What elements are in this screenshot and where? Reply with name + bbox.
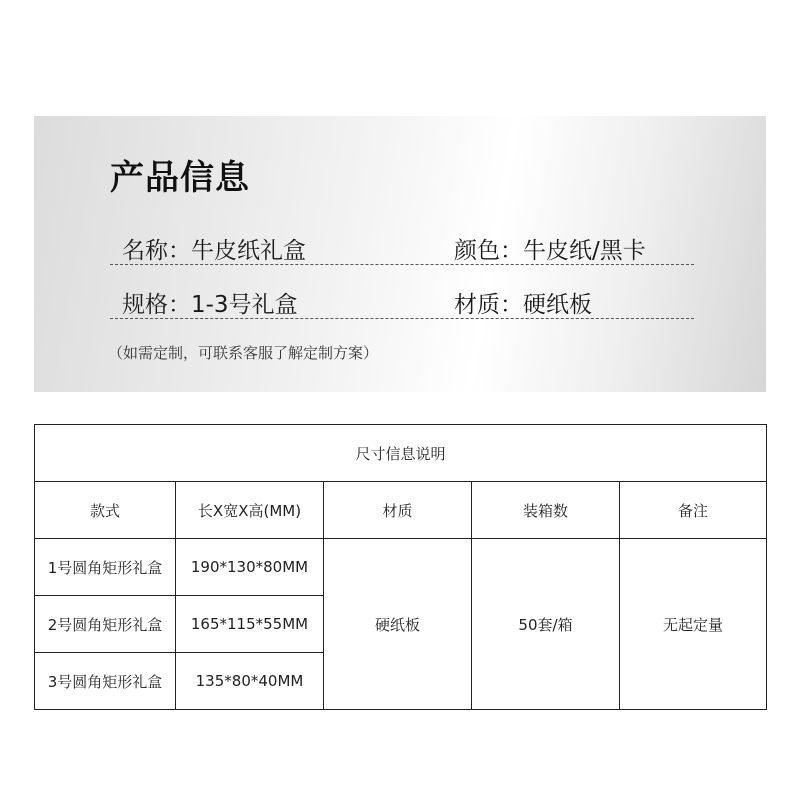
material-cell: 硬纸板	[324, 539, 472, 710]
row-dimensions: 190*130*80MM	[176, 539, 324, 596]
header-dimensions: 长X宽X高(MM)	[176, 482, 324, 539]
row-style: 3号圆角矩形礼盒	[35, 653, 176, 710]
product-material: 材质：硬纸板	[454, 292, 592, 318]
info-row-name-color	[110, 224, 694, 265]
remark-cell: 无起定量	[620, 539, 767, 710]
product-info-panel	[34, 116, 766, 392]
customization-note: （如需定制，可联系客服了解定制方案）	[108, 344, 379, 362]
table-caption: 尺寸信息说明	[35, 425, 767, 482]
row-style: 2号圆角矩形礼盒	[35, 596, 176, 653]
row-style: 1号圆角矩形礼盒	[35, 539, 176, 596]
product-spec: 规格：1-3号礼盒	[122, 292, 298, 318]
header-material: 材质	[324, 482, 472, 539]
header-packing: 装箱数	[472, 482, 620, 539]
header-style: 款式	[35, 482, 176, 539]
table-header-row	[35, 482, 767, 539]
packing-cell: 50套/箱	[472, 539, 620, 710]
product-info-title: 产品信息	[110, 158, 250, 198]
product-name: 名称：牛皮纸礼盒	[122, 238, 306, 264]
product-color: 颜色：牛皮纸/黑卡	[454, 238, 646, 264]
info-row-spec-material	[110, 278, 694, 319]
size-info-table	[34, 424, 767, 710]
table-row	[35, 539, 767, 596]
row-dimensions: 135*80*40MM	[176, 653, 324, 710]
row-dimensions: 165*115*55MM	[176, 596, 324, 653]
header-remark: 备注	[620, 482, 767, 539]
